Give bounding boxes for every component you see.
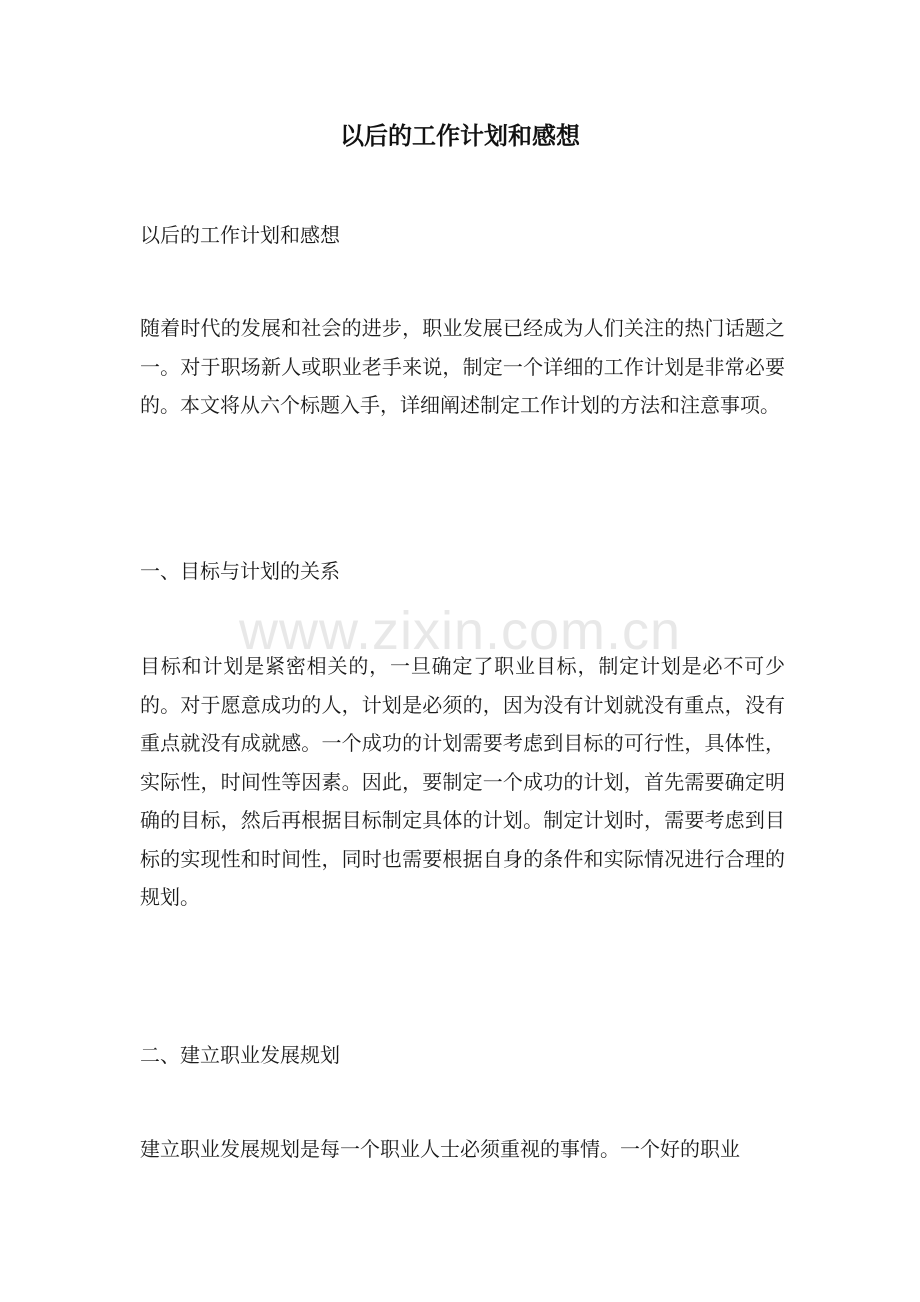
section-1-heading: 一、目标与计划的关系 [140,559,340,583]
document-title: 以后的工作计划和感想 [340,121,580,150]
section-2-heading: 二、建立职业发展规划 [140,1043,340,1067]
watermark-text: www.zixin.com.cn [238,601,682,661]
section-2-paragraph: 建立职业发展规划是每一个职业人士必须重视的事情。一个好的职业 [140,1137,740,1161]
section-1-paragraph: 目标和计划是紧密相关的，一旦确定了职业目标，制定计划是必不可少的。对于愿意成功的人，计划是必须的，因为没有计划就没有重点，没有重点就没有成就感。一个成功的计划需要考虑到目标的可行性，具体性，实际性，时间性等因素。因此，要制定一个成功的计划，首先需要确定明确的目标，然后再根据目标制定具体的计划。制定计划时，需要考虑到目标的实现性和时间性，同时也需要根据自身的条件和实际情况进行合理的规划。 [140,654,785,909]
subtitle-line: 以后的工作计划和感想 [140,223,340,247]
intro-paragraph: 随着时代的发展和社会的进步，职业发展已经成为人们关注的热门话题之一。对于职场新人或职业老手来说，制定一个详细的工作计划是非常必要的。本文将从六个标题入手，详细阐述制定工作计划的方法和注意事项。 [140,316,785,417]
